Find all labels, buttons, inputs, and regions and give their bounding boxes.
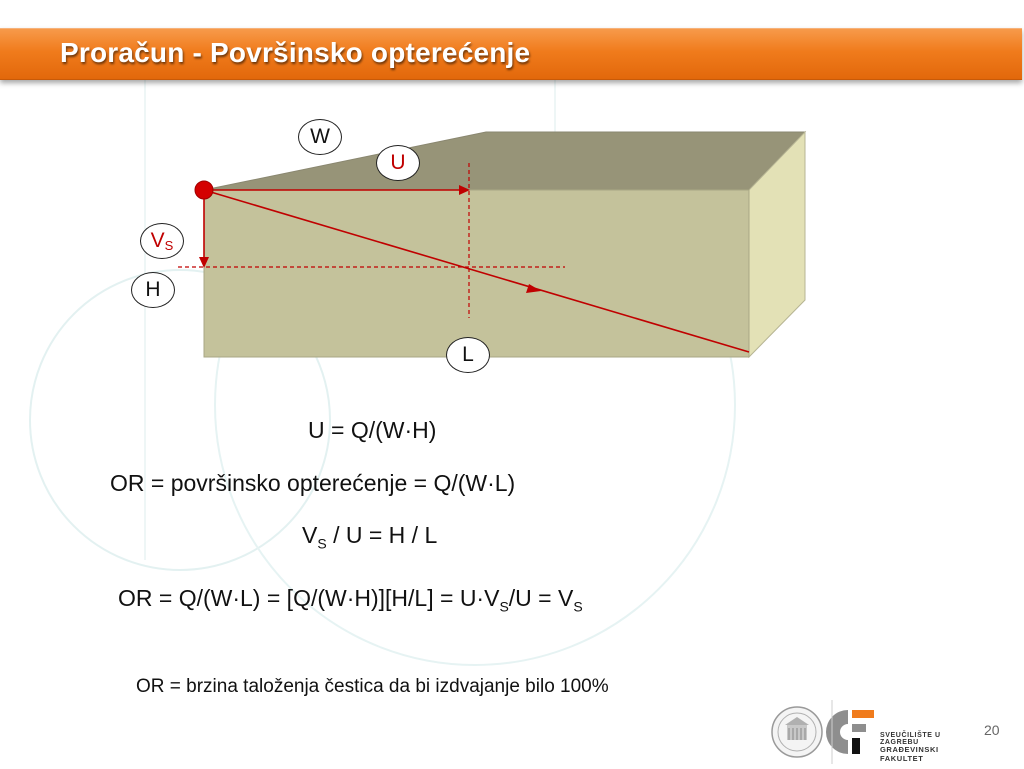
- formula-ratio-rest: / U = H / L: [326, 522, 438, 548]
- formula-ratio-v: V: [302, 522, 318, 548]
- label-u-text: U: [390, 151, 406, 174]
- formula-derivation-sub2: S: [573, 598, 583, 615]
- logo-line-1: SVEUČILIŠTE U ZAGREBU: [880, 732, 941, 746]
- slide-title: Proračun - Površinsko opterećenje: [60, 37, 531, 68]
- formula-derivation-part2: /U = V: [508, 585, 574, 611]
- formula-ratio: [302, 522, 437, 552]
- formula-u: [308, 417, 436, 444]
- formula-or-text: OR = površinsko opterećenje = Q/(W·L): [110, 470, 516, 496]
- tank-top-face: [204, 132, 805, 190]
- formula-or-definition: [110, 470, 515, 497]
- formula-ratio-subscript: S: [317, 535, 327, 552]
- label-h-text: H: [145, 278, 161, 301]
- label-h: [131, 272, 175, 308]
- label-vs-text: V: [150, 229, 165, 252]
- label-l: [446, 337, 490, 373]
- formula-derivation-sub1: S: [499, 598, 509, 615]
- page-number: 20: [984, 722, 1000, 738]
- label-w: [298, 119, 342, 155]
- particle-dot: [195, 181, 213, 199]
- formula-derivation-part1: OR = Q/(W·L) = [Q/(W·H)][H/L] = U·V: [118, 585, 500, 611]
- logo-line-2: GRAĐEVINSKI FAKULTET: [880, 745, 939, 763]
- footer-logos: [770, 700, 980, 764]
- label-u: [376, 145, 420, 181]
- label-vs: [140, 223, 184, 259]
- label-l-text: L: [462, 343, 474, 366]
- label-vs-subscript: S: [164, 238, 174, 253]
- conclusion-note: OR = brzina taloženja čestica da bi izdvajanje bilo 100%: [136, 676, 609, 697]
- formula-u-text: U = Q/(W·H): [308, 417, 437, 443]
- formula-derivation: [118, 585, 583, 615]
- label-w-text: W: [310, 125, 330, 148]
